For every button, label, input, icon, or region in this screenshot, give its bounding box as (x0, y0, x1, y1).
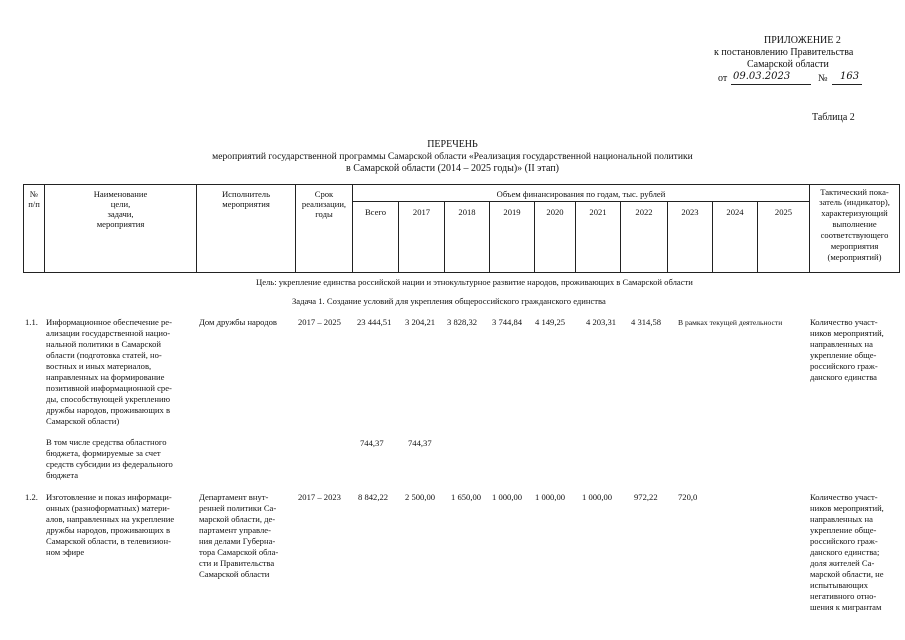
row-executor-line: сти и Правительства (199, 558, 275, 568)
value-2017: 744,37 (408, 438, 432, 448)
col-indicator-7: (мероприятий) (827, 252, 882, 262)
row-term: 2017 – 2023 (298, 492, 341, 502)
col-num-1: № (29, 189, 39, 199)
row-number: 1.1. (25, 317, 38, 327)
row-executor-line: ренней политики Са- (199, 503, 277, 513)
value-total: 23 444,51 (357, 317, 392, 327)
col-2023: 2023 (681, 207, 699, 217)
row-name-line: ды, способствующей укреплению (46, 394, 170, 404)
value-2022: 972,22 (634, 492, 658, 502)
row-name-line: бюджета (46, 470, 79, 480)
col-indicator-2: затель (индикатор), (819, 197, 890, 207)
row-name-line: В том числе средства областного (46, 437, 167, 447)
row-indicator-line: марской области, не (810, 569, 884, 579)
col-indicator-6: мероприятия (830, 241, 879, 251)
value-total: 744,37 (360, 438, 384, 448)
heading-line-2: в Самарской области (2014 – 2025 годы)» (II этап) (346, 163, 559, 174)
value-total: 8 842,22 (358, 492, 389, 502)
value-2021: 4 203,31 (586, 317, 617, 327)
appendix-line-1: к постановлению Правительства (714, 47, 854, 58)
col-2020: 2020 (546, 207, 564, 217)
date-underline (731, 84, 811, 85)
value-2019: 1 000,00 (492, 492, 523, 502)
row-number: 1.2. (25, 492, 38, 502)
row-indicator-line: испытывающих (810, 580, 869, 590)
col-num-2: п/п (28, 199, 40, 209)
number-underline (832, 84, 862, 85)
row-name-line: ализации государственной нацио- (46, 328, 171, 338)
col-2022: 2022 (635, 207, 653, 217)
row-indicator-line: ников мероприятий, (810, 328, 884, 338)
row-executor-line: партамент управле- (199, 525, 271, 535)
row-indicator-line: Количество участ- (810, 492, 878, 502)
table-label: Таблица 2 (812, 112, 855, 123)
row-executor-line: марской области, де- (199, 514, 276, 524)
row-term: 2017 – 2025 (298, 317, 341, 327)
row-executor: Дом дружбы народов (199, 317, 277, 327)
appendix-title: ПРИЛОЖЕНИЕ 2 (764, 35, 841, 46)
row-name-line: области (подготовка статей, но- (46, 350, 162, 360)
row-name-line: Информационное обеспечение ре- (46, 317, 172, 327)
value-2023: 720,0 (678, 492, 698, 502)
row-name-line: бюджета, формируемые за счет (46, 448, 161, 458)
appendix-date-value: 09.03.2023 (733, 71, 791, 82)
col-total: Всего (364, 207, 387, 217)
row-name-line: средств субсидии из федерального (46, 459, 173, 469)
row-name-line: позитивной информационной сре- (46, 383, 172, 393)
col-executor-1: Исполнитель (221, 189, 271, 199)
row-name-line: дружбы народов, проживающих в (46, 525, 171, 535)
row-indicator-line: российского граж- (810, 536, 878, 546)
row-indicator-line: доля жителей Са- (810, 558, 875, 568)
goal-text: Цель: укрепление единства российской нации и этнокультурное развитие народов, проживающих в Самарской области (256, 277, 693, 287)
row-indicator-line: направленных на (810, 339, 873, 349)
row-name-line: Самарской области) (46, 416, 120, 426)
value-2017: 3 204,21 (405, 317, 436, 327)
appendix-number-value: 163 (840, 71, 860, 82)
row-executor-line: ния делами Губерна- (199, 536, 276, 546)
appendix-date-prefix: от (718, 73, 728, 84)
value-2018: 3 828,32 (447, 317, 478, 327)
appendix-number-prefix: № (818, 73, 828, 84)
col-executor-2: мероприятия (222, 199, 270, 209)
col-name-3: задачи, (107, 209, 134, 219)
col-2021: 2021 (589, 207, 607, 217)
value-2018: 1 650,00 (451, 492, 482, 502)
row-name-line: ном эфире (46, 547, 85, 557)
value-2020: 4 149,25 (535, 317, 566, 327)
value-2021: 1 000,00 (582, 492, 613, 502)
col-name-1: Наименование (93, 189, 148, 199)
col-name-2: цели, (110, 199, 131, 209)
row-name-line: дружбы народов, проживающих в (46, 405, 171, 415)
heading-title: ПЕРЕЧЕНЬ (427, 139, 478, 150)
row-indicator-line: негативного отно- (810, 591, 877, 601)
col-term-2: реализации, (301, 199, 347, 209)
row-indicator-line: данского единства; (810, 547, 880, 557)
row-name-line: Изготовление и показ информаци- (46, 492, 172, 502)
row-executor-line: Самарской области (199, 569, 270, 579)
value-2019: 3 744,84 (492, 317, 523, 327)
row-indicator-line: российского граж- (810, 361, 878, 371)
row-executor-line: тора Самарской обла- (199, 547, 279, 557)
row-name-line: востных и иных материалов, (46, 361, 152, 371)
heading-line-1: мероприятий государственной программы Самарской области «Реализация государственной национальной политики (212, 151, 693, 162)
col-2019: 2019 (503, 207, 521, 217)
value-2020: 1 000,00 (535, 492, 566, 502)
row-name-line: Самарской области, в телевизион- (46, 536, 171, 546)
appendix-line-2: Самарской области (747, 59, 829, 70)
row-indicator-line: укрепление обще- (810, 525, 877, 535)
row-indicator-line: шения к мигрантам (810, 602, 882, 612)
col-2018: 2018 (458, 207, 476, 217)
row-indicator-line: ников мероприятий, (810, 503, 884, 513)
col-2025: 2025 (774, 207, 793, 217)
col-term-1: Срок (314, 189, 334, 199)
row-indicator-line: данского единства (810, 372, 877, 382)
col-2017: 2017 (412, 207, 431, 217)
col-term-3: годы (315, 209, 333, 219)
row-name-line: алов, направленных на укрепление (46, 514, 175, 524)
col-indicator-3: характеризующий (821, 208, 888, 218)
col-indicator-5: соответствующего (820, 230, 889, 240)
col-name-4: мероприятия (96, 219, 145, 229)
row-name-line: онных (разноформатных) матери- (46, 503, 170, 513)
value-2022: 4 314,58 (631, 317, 662, 327)
task-text: Задача 1. Создание условий для укрепления общероссийского гражданского единства (292, 296, 606, 306)
row-indicator-line: Количество участ- (810, 317, 878, 327)
row-name-line: нальной политики в Самарской (46, 339, 161, 349)
col-funding: Объем финансирования по годам, тыс. рублей (496, 189, 666, 199)
value-2017: 2 500,00 (405, 492, 436, 502)
row-indicator-line: направленных на (810, 514, 873, 524)
col-indicator-4: выполнение (832, 219, 877, 229)
col-2024: 2024 (726, 207, 744, 217)
row-note: В рамках текущей деятельности (678, 318, 783, 327)
row-name-line: направленных на формирование (46, 372, 165, 382)
col-indicator-1: Тактический пока- (820, 187, 889, 197)
row-executor-line: Департамент внут- (199, 492, 269, 502)
row-indicator-line: укрепление обще- (810, 350, 877, 360)
